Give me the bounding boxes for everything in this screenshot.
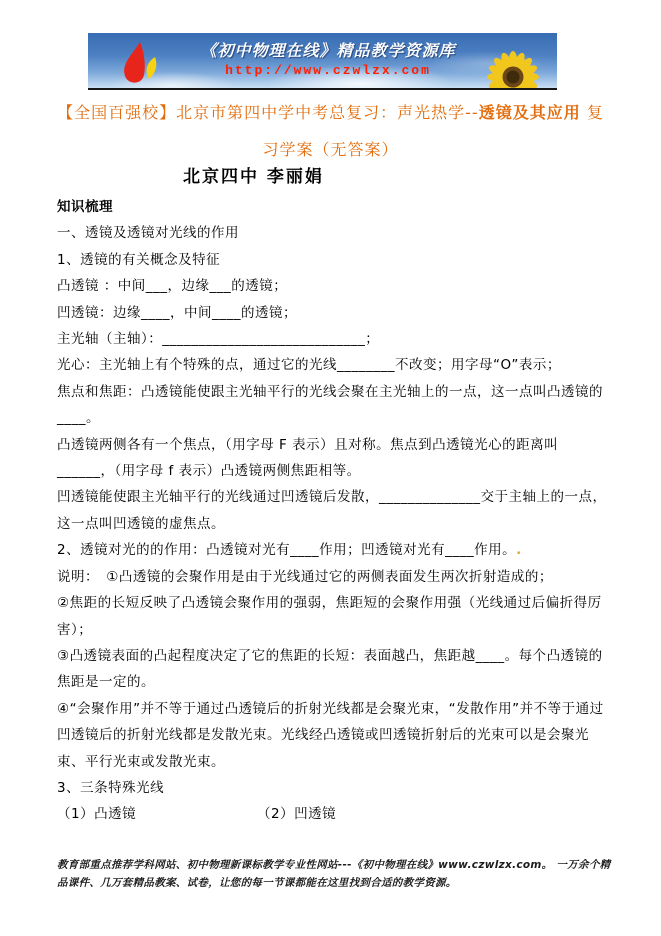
title-suffix: 复 bbox=[580, 103, 604, 122]
banner-site-title: 《初中物理在线》精品教学资源库 bbox=[200, 41, 456, 60]
title-line2: 习学案（无答案） bbox=[262, 140, 399, 159]
orange-period-mark: . bbox=[516, 542, 522, 559]
line-lens-effect-text: 2、透镜对光的的作用：凸透镜对光有____作用；凹透镜对光有____作用。 bbox=[57, 542, 517, 559]
line-lens-columns bbox=[57, 801, 607, 827]
flame-logo-icon bbox=[116, 41, 174, 87]
title-bold-part: 透镜及其应用 bbox=[478, 103, 581, 122]
line-principal-axis: 主光轴（主轴）：____________________________； bbox=[57, 331, 380, 348]
footer-promo-text: 教育部重点推荐学科网站、初中物理新课标教学专业性网站---《初中物理在线》www.czwlzx.com。 一万余个精品课件、几万套精品教案、试卷，让您的每一节课都能在这里找到合适的教学资源。 bbox=[57, 859, 611, 889]
line-note-3: ③凸透镜表面的凸起程度决定了它的焦距的长短：表面越凸，焦距越____。每个凸透镜的焦距是一定的。 bbox=[57, 647, 603, 691]
document-body bbox=[57, 194, 607, 828]
line-concave-definition: 凹透镜：边缘____，中间____的透镜； bbox=[57, 304, 297, 321]
col-convex-lens: （1）凸透镜 bbox=[57, 806, 137, 823]
line-item-1: 1、透镜的有关概念及特征 bbox=[57, 251, 221, 268]
document-title bbox=[0, 94, 661, 168]
banner-text-block bbox=[183, 38, 473, 78]
line-concave-virtual-focus: 凹透镜能使跟主光轴平行的光线通过凹透镜后发散，______________交于主轴上的一点，这一点叫凹透镜的虚焦点。 bbox=[57, 489, 607, 532]
line-note-4: ④“会聚作用”并不等于通过凸透镜后的折射光线都是会聚光束，“发散作用”并不等于通过凹透镜后的折射光线都是发散光束。光线经凸透镜或凹透镜折射后的光束可以是会聚光束、平行光束或发散光束。 bbox=[57, 700, 604, 770]
heading-knowledge-review: 知识梳理 bbox=[57, 199, 113, 215]
site-banner bbox=[88, 33, 557, 90]
line-focus-focal-length: 焦点和焦距：凸透镜能使跟主光轴平行的光线会聚在主光轴上的一点，这一点叫凸透镜的____。 bbox=[57, 383, 603, 427]
author-line: 北京四中 李丽娟 bbox=[183, 167, 324, 187]
line-convex-definition: 凸透镜 ：中间___，边缘___的透镜； bbox=[57, 278, 288, 295]
line-optical-center: 光心：主光轴上有个特殊的点，通过它的光线________不改变；用字母“O”表示； bbox=[57, 357, 561, 374]
line-three-special-rays: 3、三条特殊光线 bbox=[57, 779, 165, 796]
banner-site-url: http://www.czwlzx.com bbox=[225, 63, 431, 78]
line-note-1: 说明： ①凸透镜的会聚作用是由于光线通过它的两侧表面发生两次折射造成的； bbox=[57, 568, 553, 585]
line-convex-foci: 凸透镜两侧各有一个焦点，（用字母 F 表示）且对称。焦点到凸透镜光心的距离叫______，（用字母 f 表示）凸透镜两侧焦距相等。 bbox=[57, 436, 559, 480]
sunflower-icon bbox=[469, 47, 555, 90]
title-prefix: 【全国百强校】北京市第四中学中考总复习：声光热学-- bbox=[57, 103, 479, 122]
line-lens-effect bbox=[57, 537, 607, 563]
col-concave-lens: （2）凹透镜 bbox=[257, 806, 337, 823]
line-note-2: ②焦距的长短反映了凸透镜会聚作用的强弱，焦距短的会聚作用强（光线通过后偏折得厉害）； bbox=[57, 595, 602, 638]
line-section-1: 一、透镜及透镜对光线的作用 bbox=[57, 225, 239, 242]
